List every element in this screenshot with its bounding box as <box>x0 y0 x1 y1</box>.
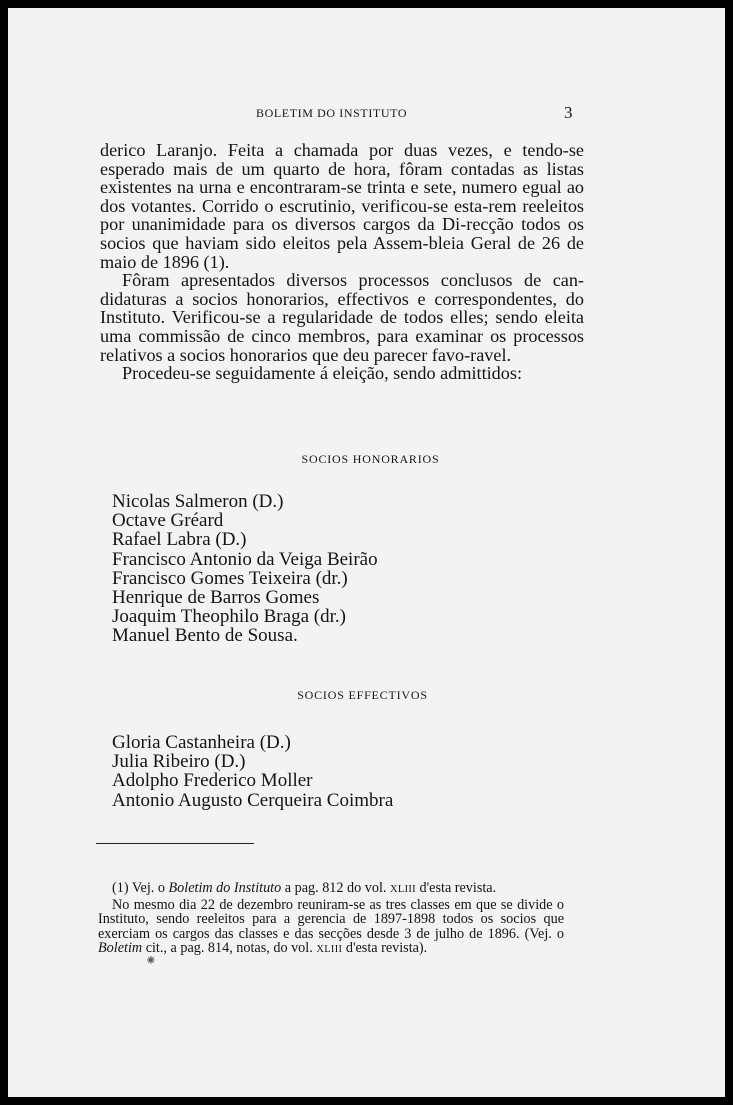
asterisk-ornament-icon: ⁕ <box>145 954 157 969</box>
running-title: BOLETIM DO INSTITUTO <box>256 106 408 120</box>
list-item: Joaquim Theophilo Braga (dr.) <box>112 606 346 628</box>
page-number: 3 <box>564 103 573 122</box>
volume-number: XLIII <box>316 944 343 956</box>
footnote-marker: (1) <box>112 880 129 896</box>
footnote-title: Boletim <box>98 940 143 957</box>
list-item: Francisco Antonio da Veiga Beirão <box>112 548 378 570</box>
paragraph-1: derico Laranjo. Feita a chamada por duas vezes, e tendo-se esperado mais de um quarto de hora, fôram contadas as listas existentes na urna e encontraram-se trinta e sete, numero egual ao dos votantes. Corrido o escrutinio, verificou-se esta-rem reeleitos por unanimidade para os diversos cargos da Di-recção todos os socios que haviam sido eleitos pela Assem-bleia Geral de 26 de maio de 1896 (1). <box>100 140 584 272</box>
list-item: Rafael Labra (D.) <box>112 529 247 551</box>
volume-number: XLIII <box>389 884 416 895</box>
list-item: Manuel Bento de Sousa. <box>112 625 298 647</box>
list-socios-effectivos <box>112 733 393 810</box>
footnote-divider <box>96 843 254 844</box>
list-item: Octave Gréard <box>112 510 224 532</box>
footnotes <box>98 881 564 958</box>
list-item: Gloria Castanheira (D.) <box>112 732 291 753</box>
heading-socios-honorarios: SOCIOS HONORARIOS <box>301 452 440 466</box>
list-item: Nicolas Salmeron (D.) <box>112 491 284 512</box>
heading-socios-effectivos: SOCIOS EFFECTIVOS <box>297 688 428 702</box>
body-text <box>100 141 584 383</box>
list-item: Henrique de Barros Gomes <box>112 587 320 609</box>
running-head <box>8 103 725 126</box>
footnote-1: (1) Vej. o Boletim do Instituto a pag. 812 do vol. XLIII d'esta revista. <box>112 880 497 896</box>
list-item: Julia Ribeiro (D.) <box>112 751 246 773</box>
list-item: Francisco Gomes Teixeira (dr.) <box>112 567 348 589</box>
list-item: Adolpho Frederico Moller <box>112 770 313 792</box>
list-item: Antonio Augusto Cerqueira Coimbra <box>112 789 394 811</box>
footnote-2: No mesmo dia 22 de dezembro reuniram-se as tres classes em que se divide o Instituto, sendo reeleitos para a gerencia de 1897-1898 todos os socios que exerciam os cargos das classes e das secções desde 3 de julho de 1896. (Vej. o Boletim cit., a pag. 814, notas, do vol. XLIII d'esta revista). <box>98 896 564 957</box>
paragraph-2: Fôram apresentados diversos processos conclusos de can-didaturas a socios honorarios, effectivos e correspondentes, do Instituto. Verificou-se a regularidade de todos elles; sendo eleita uma commissão de cinco membros, para examinar os processos relativos a socios honorarios que deu parecer favo-ravel. <box>100 270 584 365</box>
document-page <box>8 8 725 1097</box>
list-socios-honorarios <box>112 492 378 646</box>
footnote-title: Boletim do Instituto <box>168 880 282 896</box>
paragraph-3: Procedeu-se seguidamente á eleição, sendo admittidos: <box>122 363 522 384</box>
